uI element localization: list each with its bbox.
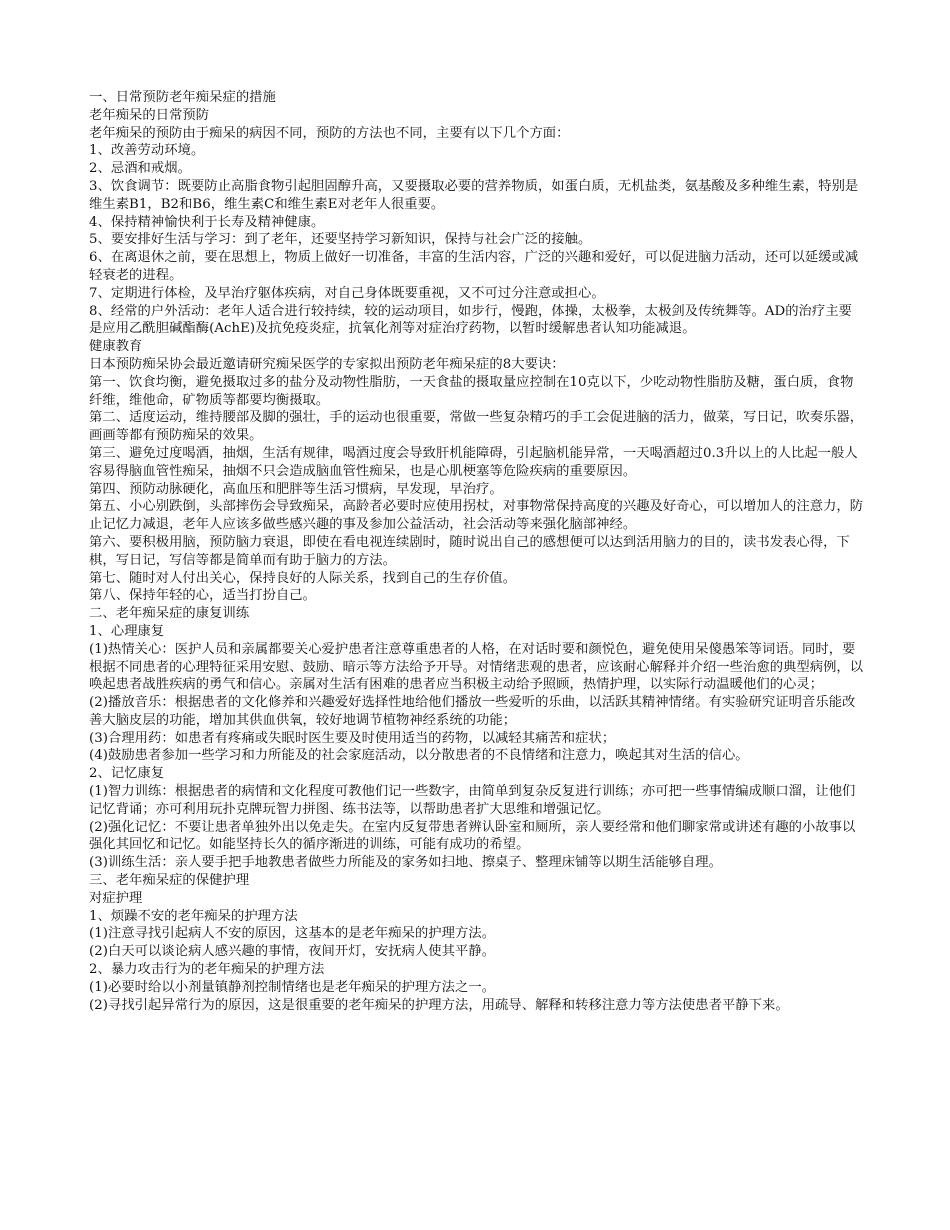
list-item: 3、饮食调节：既要防止高脂食物引起胆固醇升高，又要摄取必要的营养物质，如蛋白质，无机盐类，氨基酸及多种维生素，特别是维生素B1，B2和B6，维生素C和维生素E对老年人很重要。 [89,178,859,212]
subheading: 1、心理康复 [89,623,165,639]
list-item: 第八、保持年轻的心，适当打扮自己。 [89,588,316,604]
section-heading: 一、日常预防老年痴呆症的措施 [89,90,276,105]
list-item: (1)智力训练：根据患者的病情和文化程度可教他们记一些数字，由简单到复杂反复进行训练；亦可把一些事情编成顺口溜，让他们记忆背诵；亦可利用玩扑克牌玩智力拼图、练书法等，以帮助患者扩大思维和增强记忆。 [89,784,856,817]
paragraph: 老年痴呆的预防由于痴呆的病因不同，预防的方法也不同，主要有以下几个方面： [89,125,570,141]
list-item: 6、在离退休之前，要在思想上，物质上做好一切准备，丰富的生活内容，广泛的兴趣和爱好，可以促进脑力活动，还可以延缓或减轻衰老的进程。 [89,250,859,283]
list-item: 第一、饮食均衡，避免摄取过多的盐分及动物性脂肪，一天食盐的摄取量应控制在10克以下，少吃动物性脂肪及糖，蛋白质，食物纤维，维他命，矿物质等都要均衡摄取。 [89,374,854,408]
list-item: (1)必要时给以小剂量镇静剂控制情绪也是老年痴呆的护理方法之一。 [89,979,496,995]
list-item: 5、要安排好生活与学习：到了老年，还要坚持学习新知识，保持与社会广泛的接触。 [89,232,592,248]
list-item: 1、改善劳动环境。 [89,143,205,159]
list-item: (4)鼓励患者参加一些学习和力所能及的社会家庭活动，以分散患者的不良情绪和注意力，唤起其对生活的信心。 [89,748,749,764]
section-heading: 三、老年痴呆症的保健护理 [89,873,250,889]
list-item: 7、定期进行体检，及早治疗躯体疾病，对自己身体既要重视，又不可过分注意或担心。 [89,285,605,301]
list-item: 第五、小心别跌倒，头部摔伤会导致痴呆，高龄者必要时应使用拐杖，对事物常保持高度的兴趣及好奇心，可以增加人的注意力，防止记忆力减退，老年人应该多做些感兴趣的事及参加公益活动，社会活动等来强化脑部神经。 [89,499,864,533]
list-item: (2)白天可以谈论病人感兴趣的事情，夜间开灯，安抚病人使其平静。 [89,944,496,960]
list-item: 第二、适度运动，维持腰部及脚的强壮，手的运动也很重要，常做一些复杂精巧的手工会促进脑的活力，做菜，写日记，吹奏乐器，画画等都有预防痴呆的效果。 [89,410,864,444]
paragraph: 日本预防痴呆协会最近邀请研究痴呆医学的专家拟出预防老年痴呆症的8大要诀： [89,356,565,372]
subheading: 2、记忆康复 [89,766,165,782]
list-item: (1)注意寻找引起病人不安的原因，这基本的是老年痴呆的护理方法。 [89,926,496,942]
list-item: (2)强化记忆：不要让患者单独外出以免走失。在室内反复带患者辨认卧室和厕所，亲人要经常和他们聊家常或讲述有趣的小故事以强化其回忆和记忆。如能坚持长久的循序渐进的训练，可能有成功的希望。 [89,819,856,853]
section-heading: 二、老年痴呆症的康复训练 [89,606,250,622]
list-item: 2、忌酒和戒烟。 [89,161,191,177]
subheading: 对症护理 [89,890,143,906]
list-item: 第六、要积极用脑，预防脑力衰退，即使在看电视连续剧时，随时说出自己的感想便可以达到活用脑力的目的，读书发表心得，下棋，写日记，写信等都是简单而有助于脑力的方法。 [89,534,850,568]
subheading: 健康教育 [89,339,143,355]
list-item: 4、保持精神愉快利于长寿及精神健康。 [89,214,325,230]
list-item: (1)热情关心：医护人员和亲属都要关心爱护患者注意尊重患者的人格，在对话时要和颜悦色，避免使用呆傻愚笨等词语。同时，要根据不同患者的心理特征采用安慰、鼓励、暗示等方法给予开导。对情绪悲观的患者，应该耐心解释并介绍一些治愈的典型病例，以唤起患者战胜疾病的勇气和信心。亲属对生活有困难的患者应当积极主动给予照顾，热情护理，以实际行动温暖他们的心灵； [89,641,864,693]
subheading: 2、暴力攻击行为的老年痴呆的护理方法 [89,962,325,978]
list-item: (2)寻找引起异常行为的原因，这是很重要的老年痴呆的护理方法，用疏导、解释和转移注意力等方法使患者平静下来。 [89,997,789,1013]
list-item: 8、经常的户外活动：老年人适合进行较持续，较的运动项目，如步行，慢跑，体操，太极拳，太极剑及传统舞等。AD的治疗主要是应用乙酰胆碱酯酶(AchE)及抗免疫炎症，抗氧化剂等对症治疗药物，以暂时缓解患者认知功能减退。 [89,303,852,337]
subheading: 1、烦躁不安的老年痴呆的护理方法 [89,908,298,924]
subheading: 老年痴呆的日常预防 [89,107,210,123]
list-item: 第七、随时对人付出关心，保持良好的人际关系，找到自己的生存价值。 [89,570,517,586]
document-body [89,89,865,1014]
list-item: (2)播放音乐：根据患者的文化修养和兴趣爱好选择性地给他们播放一些爱听的乐曲，以活跃其精神情绪。有实验研究证明音乐能改善大脑皮层的功能，增加其供血供氧，较好地调节植物神经系统的功能； [89,695,856,728]
list-item: (3)合理用药：如患者有疼痛或失眠时医生要及时使用适当的药物，以减轻其痛苦和症状； [89,730,616,746]
list-item: 第四、预防动脉硬化，高血压和肥胖等生活习惯病，早发现，早治疗。 [89,481,503,497]
list-item: (3)训练生活：亲人要手把手地教患者做些力所能及的家务如扫地、擦桌子、整理床铺等以期生活能够自理。 [89,855,722,871]
list-item: 第三、避免过度喝酒，抽烟，生活有规律，喝酒过度会导致肝机能障碍，引起脑机能异常，一天喝酒超过0.3升以上的人比起一般人容易得脑血管性痴呆，抽烟不只会造成脑血管性痴呆，也是心肌梗塞等危险疾病的重要原因。 [89,445,858,479]
